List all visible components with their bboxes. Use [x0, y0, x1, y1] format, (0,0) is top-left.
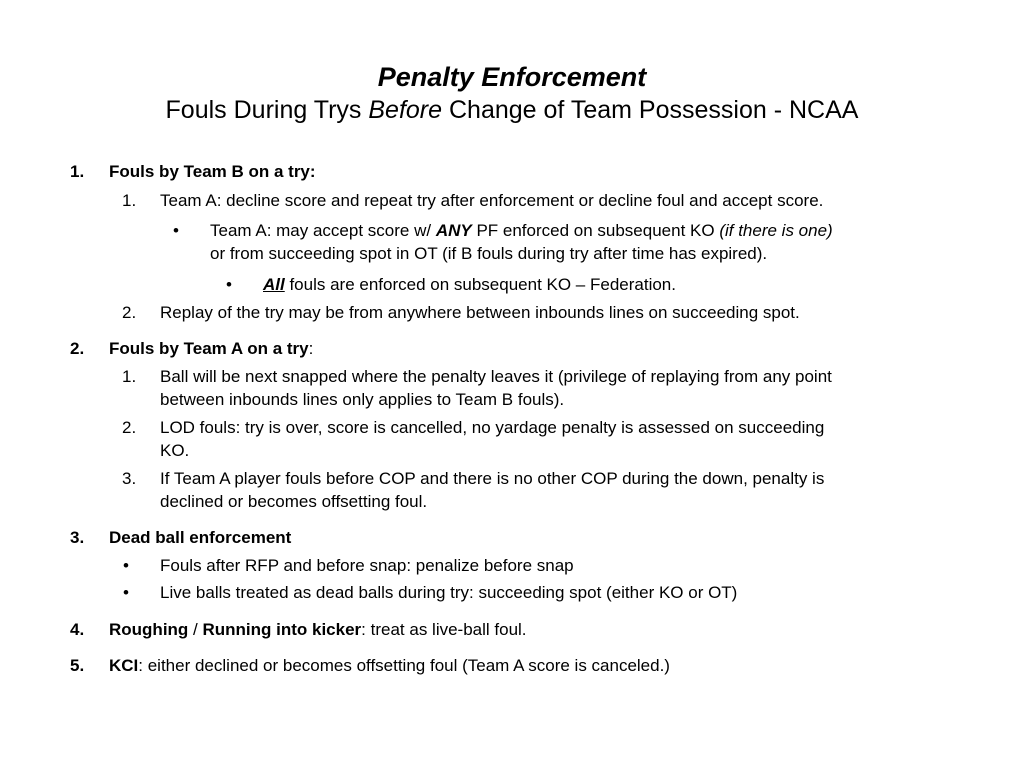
slide-subtitle	[0, 94, 1024, 126]
section-number: 1.	[70, 162, 85, 181]
section-text: : treat as live-ball foul.	[361, 620, 527, 639]
title-block	[0, 60, 1024, 126]
section-heading-wrap	[109, 337, 313, 360]
item-text: Replay of the try may be from anywhere between inbounds lines on succeeding spot.	[160, 303, 800, 322]
bullet-glyph: •	[123, 556, 129, 575]
bullet-glyph: •	[123, 583, 129, 602]
heading-kci: KCI	[109, 656, 139, 675]
bullet-glyph: •	[173, 221, 179, 240]
slide-title: Penalty Enforcement	[377, 62, 647, 92]
item-line-1: Ball will be next snapped where the penalty leaves it (privilege of replaying from any point	[160, 367, 832, 386]
section-line	[109, 618, 527, 641]
item-number: 2.	[122, 418, 137, 437]
item-line-2: KO.	[160, 441, 190, 460]
heading-colon: :	[308, 339, 314, 358]
section-number: 4.	[70, 620, 85, 639]
item-text: Team A: decline score and repeat try after enforcement or decline foul and accept score.	[160, 191, 824, 210]
bullet-text-italic: (if there is one)	[719, 221, 833, 240]
bullet-text-pre: Team A: may accept score w/	[210, 221, 436, 240]
bullet-text-bold: ANY	[435, 221, 472, 240]
bullet-text-mid: PF enforced on subsequent KO	[471, 221, 720, 240]
heading-roughing: Roughing	[109, 620, 189, 639]
bullet-glyph: •	[226, 275, 232, 294]
heading-separator: /	[188, 620, 203, 639]
heading-running-into-kicker: Running into kicker	[202, 620, 362, 639]
item-number: 1.	[122, 367, 137, 386]
bullet-text: Fouls after RFP and before snap: penalize before snap	[160, 556, 574, 575]
section-number: 3.	[70, 528, 85, 547]
bullet-rest: fouls are enforced on subsequent KO – Federation.	[284, 275, 676, 294]
section-number: 5.	[70, 656, 85, 675]
bullet-text	[263, 273, 676, 296]
section-line	[109, 654, 670, 677]
item-line-2: between inbounds lines only applies to Team B fouls).	[160, 390, 565, 409]
section-text: : either declined or becomes offsetting foul (Team A score is canceled.)	[138, 656, 670, 675]
section-heading: Dead ball enforcement	[109, 528, 292, 547]
bullet-text: Live balls treated as dead balls during try: succeeding spot (either KO or OT)	[160, 583, 738, 602]
item-line-1: LOD fouls: try is over, score is cancelled, no yardage penalty is assessed on succeeding	[160, 418, 825, 437]
item-number: 2.	[122, 303, 137, 322]
bullet-line-2: or from succeeding spot in OT (if B fouls during try after time has expired).	[210, 244, 768, 263]
item-line-2: declined or becomes offsetting foul.	[160, 492, 428, 511]
bullet-strong: All	[263, 275, 285, 294]
item-number: 1.	[122, 191, 137, 210]
section-number: 2.	[70, 339, 85, 358]
item-line-1: If Team A player fouls before COP and there is no other COP during the down, penalty is	[160, 469, 825, 488]
section-heading: Fouls by Team A on a try	[109, 339, 309, 358]
section-heading: Fouls by Team B on a try:	[109, 162, 316, 181]
bullet-line-1	[210, 219, 833, 242]
subtitle-part-1: Fouls During Trys	[165, 96, 369, 124]
item-number: 3.	[122, 469, 137, 488]
subtitle-emphasis: Before	[368, 96, 443, 124]
subtitle-part-2: Change of Team Possession - NCAA	[442, 96, 859, 124]
